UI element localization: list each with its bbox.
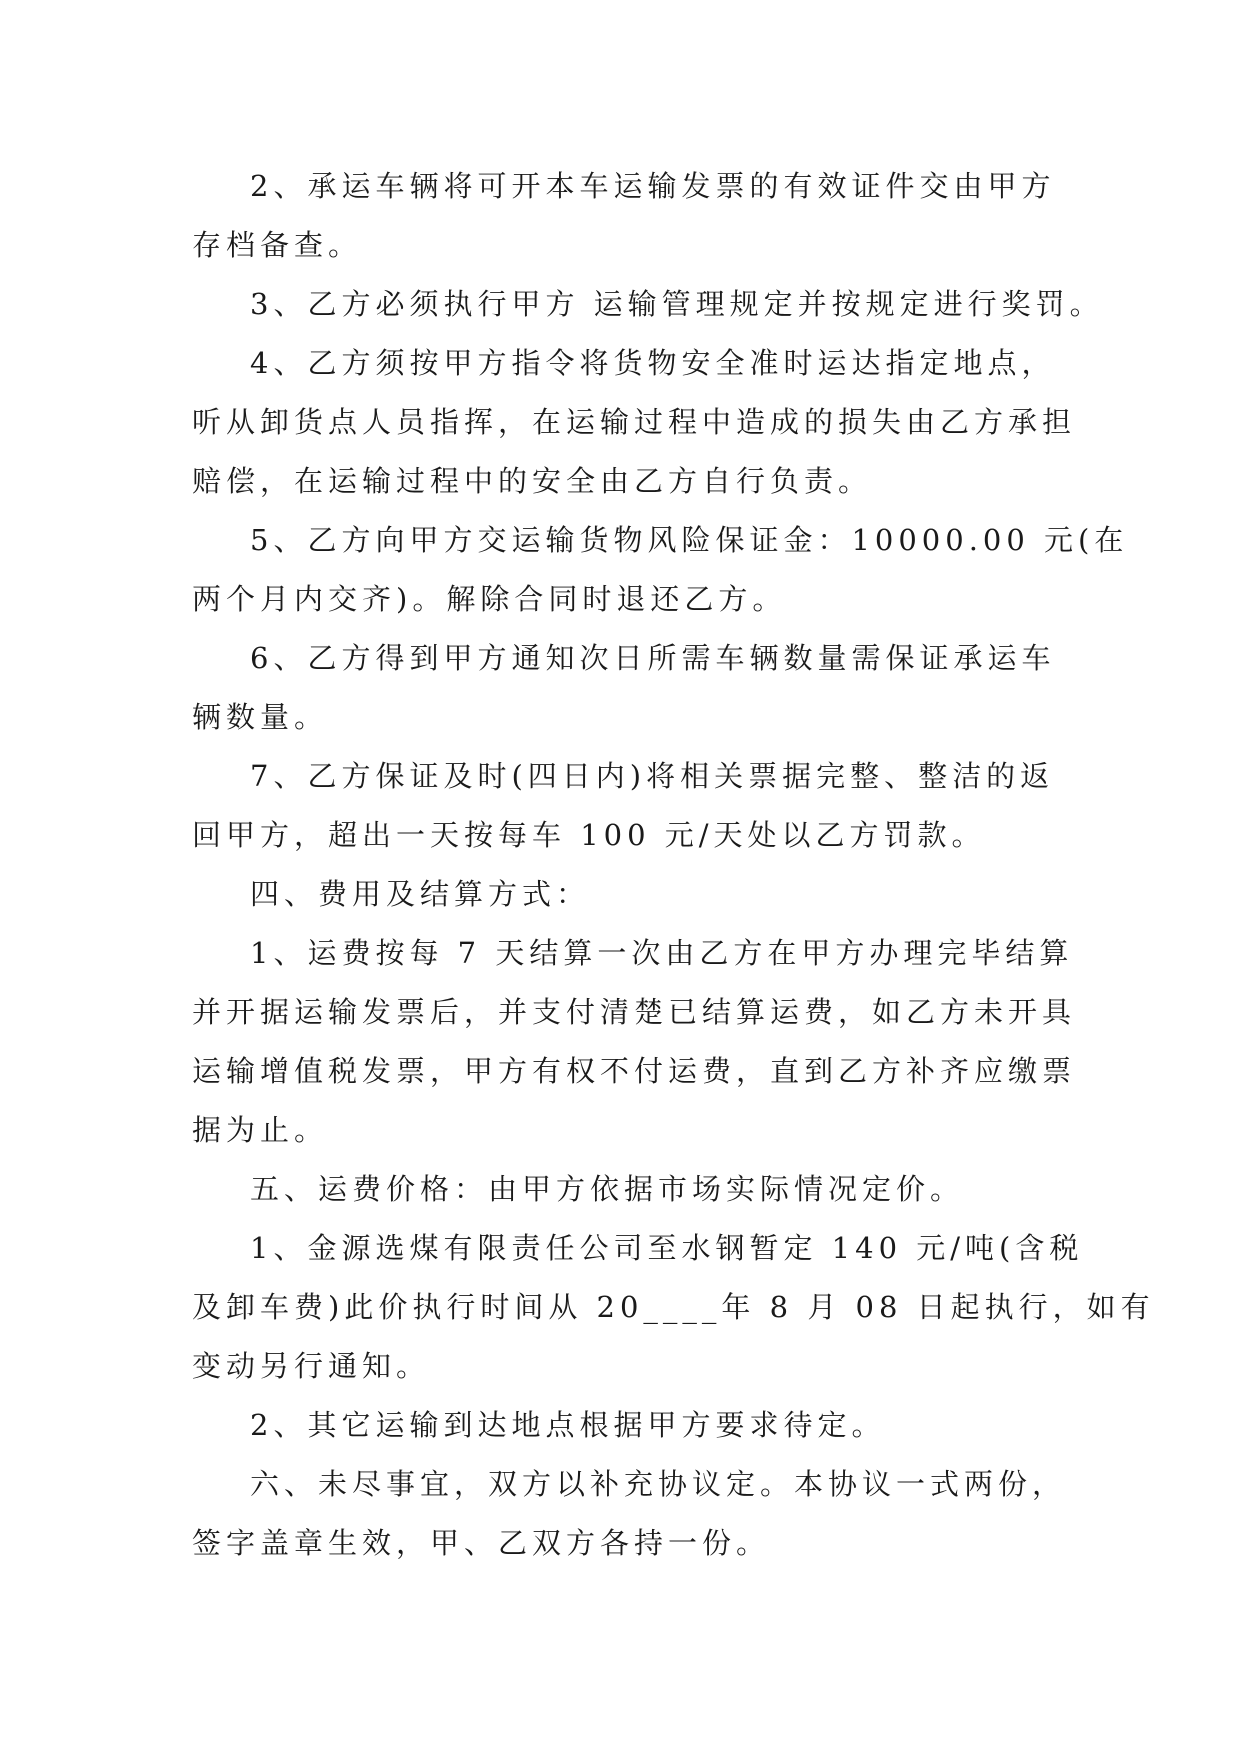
text-line: 运输增值税发票，甲方有权不付运费，直到乙方补齐应缴票 — [192, 1054, 1077, 1088]
paragraph-price-2 — [192, 1396, 1052, 1455]
text-line: 2、其它运输到达地点根据甲方要求待定。 — [250, 1408, 886, 1442]
paragraph-clause-2 — [192, 157, 1056, 275]
paragraph-clause-7 — [192, 747, 1055, 865]
text-line: 听从卸货点人员指挥，在运输过程中造成的损失由乙方承担 — [192, 405, 1077, 439]
paragraph-price-1 — [192, 1219, 1155, 1396]
text-line: 两个月内交齐)。解除合同时退还乙方。 — [192, 582, 787, 616]
text-line: 及卸车费)此价执行时间从 20____年 8 月 08 日起执行，如有 — [192, 1290, 1155, 1324]
text-line: 六、未尽事宜，双方以补充协议定。本协议一式两份， — [250, 1467, 1067, 1501]
paragraph-settlement-1 — [192, 924, 1077, 1160]
paragraph-clause-3 — [192, 275, 1104, 334]
text-line: 签字盖章生效，甲、乙双方各持一份。 — [192, 1526, 771, 1560]
text-line: 3、乙方必须执行甲方 运输管理规定并按规定进行奖罚。 — [250, 287, 1104, 321]
text-line: 赔偿，在运输过程中的安全由乙方自行负责。 — [192, 464, 873, 498]
paragraph-misc — [192, 1455, 1067, 1573]
document-body — [192, 157, 1155, 1573]
text-line: 6、乙方得到甲方通知次日所需车辆数量需保证承运车 — [250, 641, 1056, 675]
section-heading: 四、费用及结算方式： — [250, 877, 591, 911]
text-line: 变动另行通知。 — [192, 1349, 431, 1383]
paragraph-clause-6 — [192, 629, 1056, 747]
text-line: 并开据运输发票后，并支付清楚已结算运费，如乙方未开具 — [192, 995, 1077, 1029]
text-line: 4、乙方须按甲方指令将货物安全准时运达指定地点， — [250, 346, 1056, 380]
text-line: 2、承运车辆将可开本车运输发票的有效证件交由甲方 — [250, 169, 1056, 203]
text-line: 1、运费按每 7 天结算一次由乙方在甲方办理完毕结算 — [250, 936, 1074, 970]
text-line: 5、乙方向甲方交运输货物风险保证金：10000.00 元(在 — [250, 523, 1129, 557]
text-line: 1、金源选煤有限责任公司至水钢暂定 140 元/吨(含税 — [250, 1231, 1084, 1265]
section-heading: 五、运费价格：由甲方依据市场实际情况定价。 — [250, 1172, 965, 1206]
section-heading-fees — [192, 865, 1052, 924]
text-line: 辆数量。 — [192, 700, 329, 734]
text-line: 回甲方，超出一天按每车 100 元/天处以乙方罚款。 — [192, 818, 986, 852]
text-line: 7、乙方保证及时(四日内)将相关票据完整、整洁的返 — [250, 759, 1055, 793]
paragraph-clause-5 — [192, 511, 1129, 629]
text-line: 存档备查。 — [192, 228, 363, 262]
text-line: 据为止。 — [192, 1113, 329, 1147]
section-heading-price — [192, 1160, 1052, 1219]
paragraph-clause-4 — [192, 334, 1077, 511]
